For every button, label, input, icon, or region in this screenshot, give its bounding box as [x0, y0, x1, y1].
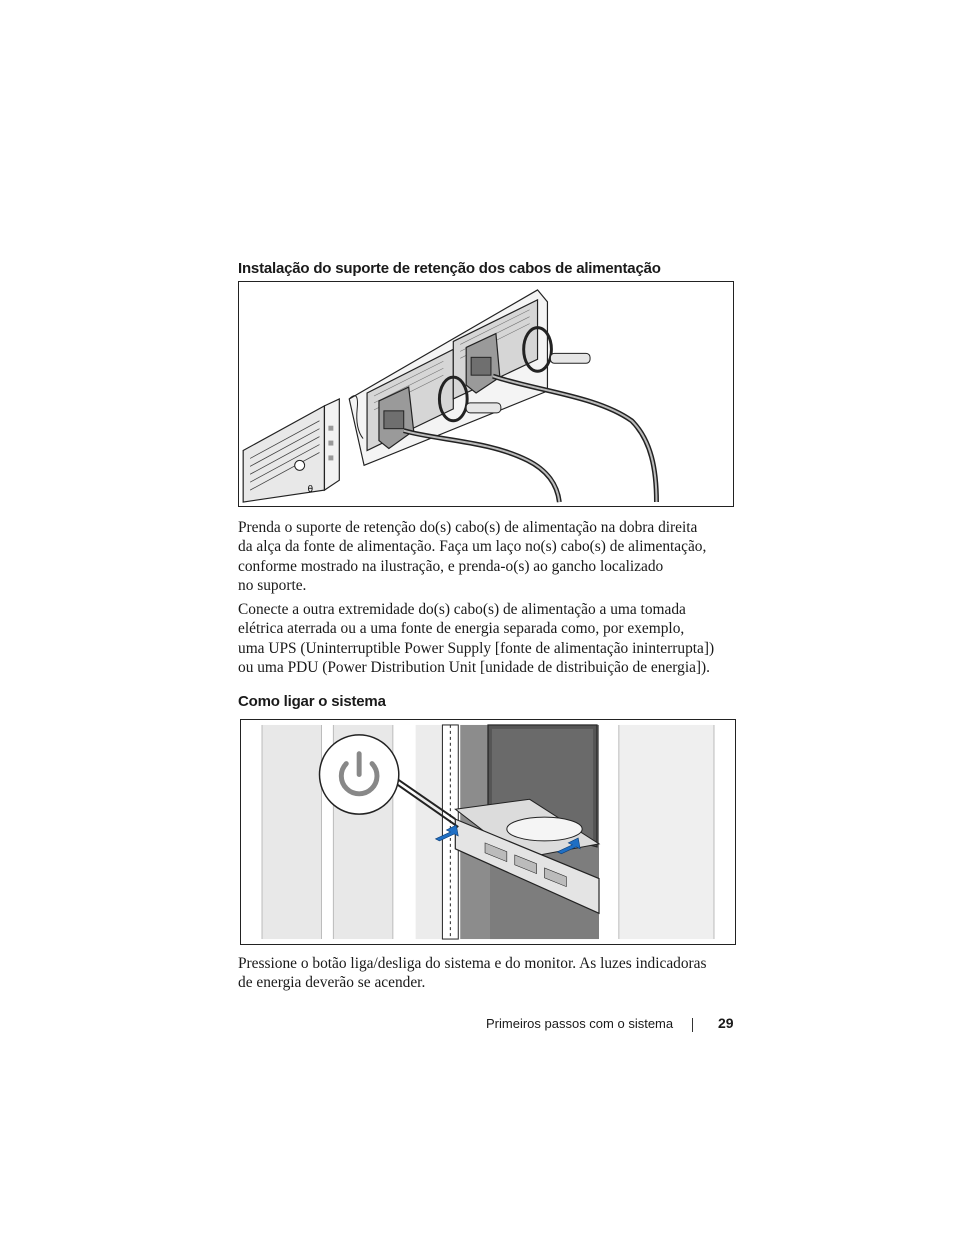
- text-line: de energia deverão se acender.: [238, 974, 426, 992]
- text-line: da alça da fonte de alimentação. Faça um laço no(s) cabo(s) de alimentação,: [238, 538, 707, 556]
- figure-power-on: [240, 719, 736, 945]
- cable-retention-illustration: [239, 282, 733, 506]
- text-line: uma UPS (Uninterruptible Power Supply [fonte de alimentação ininterrupta]): [238, 639, 715, 657]
- svg-text:θ: θ: [307, 485, 314, 496]
- section-heading-power-on: Como ligar o sistema: [238, 693, 386, 710]
- text-line: Conecte a outra extremidade do(s) cabo(s) de alimentação a uma tomada: [238, 601, 686, 618]
- text-line: no suporte.: [238, 577, 307, 595]
- footer-separator: [692, 1018, 693, 1032]
- power-on-illustration: [241, 720, 735, 944]
- text-line: elétrica aterrada ou a uma fonte de energia separada como, por exemplo,: [238, 620, 685, 638]
- page-number: 29: [718, 1015, 734, 1031]
- text-line: Prenda o suporte de retenção do(s) cabo(s) de alimentação na dobra direita: [238, 519, 698, 536]
- paragraph-connect-power: [238, 600, 738, 678]
- figure-cable-retention: [238, 281, 734, 507]
- section-heading-cable-retention: Instalação do suporte de retenção dos cabos de alimentação: [238, 260, 661, 277]
- text-line: ou uma PDU (Power Distribution Unit [unidade de distribuição de energia]).: [238, 659, 711, 677]
- paragraph-power-on: [238, 954, 738, 993]
- footer-chapter-title: Primeiros passos com o sistema: [486, 1016, 674, 1031]
- paragraph-retention-instructions: [238, 518, 738, 596]
- text-line: Pressione o botão liga/desliga do sistema e do monitor. As luzes indicadoras: [238, 955, 707, 972]
- text-line: conforme mostrado na ilustração, e prenda-o(s) ao gancho localizado: [238, 557, 664, 575]
